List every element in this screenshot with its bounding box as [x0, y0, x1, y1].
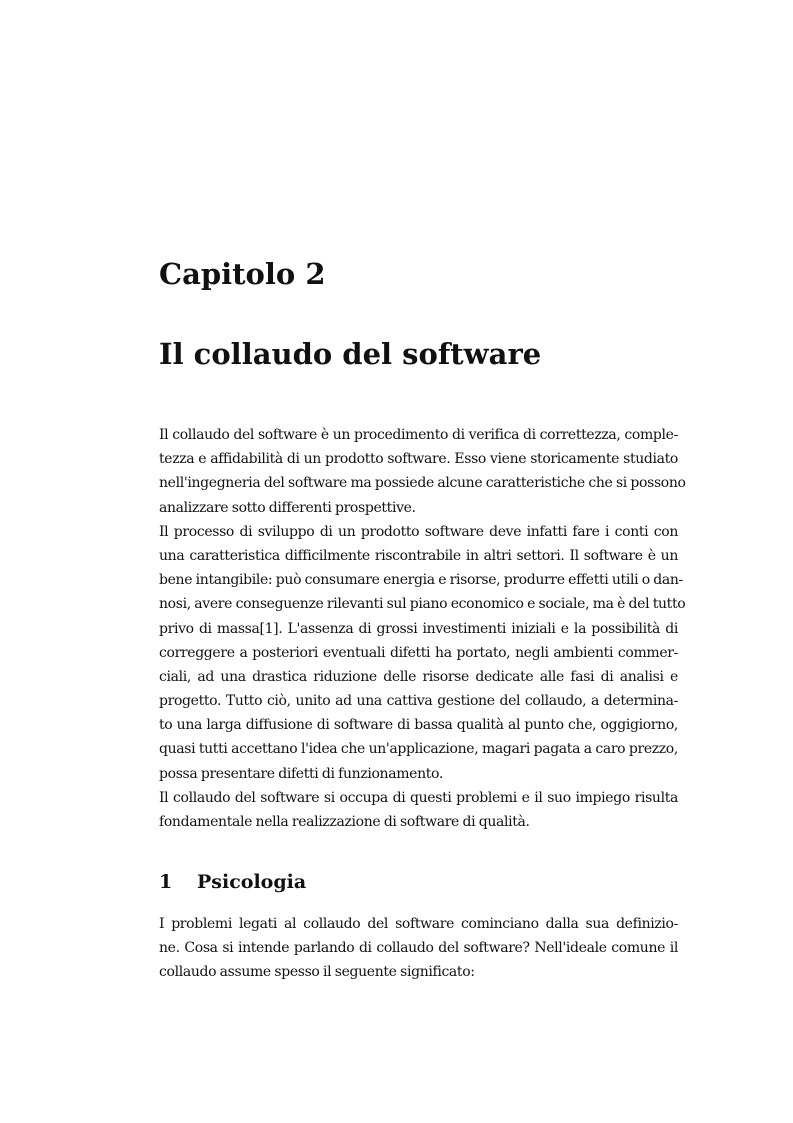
- intro-paragraphs: [159, 423, 686, 834]
- text-line: bene intangibile: può consumare energia e risorse, produrre effetti utili o dan-: [159, 572, 683, 589]
- text-line: to una larga diffusione di software di bassa qualità al punto che, oggigiorno,: [159, 717, 678, 734]
- chapter-title: Il collaudo del software: [159, 337, 542, 371]
- text-line: analizzare sotto differenti prospettive.: [159, 499, 416, 516]
- text-line: I problemi legati al collaudo del software cominciano dalla sua definizio-: [159, 916, 678, 932]
- text-line: nosi, avere conseguenze rilevanti sul piano economico e sociale, ma è del tutto: [159, 596, 686, 613]
- text-line: correggere a posteriori eventuali difetti ha portato, negli ambienti commer-: [159, 644, 678, 661]
- section-title: Psicologia: [197, 871, 307, 893]
- section-paragraph: [159, 912, 678, 985]
- text-line: Il processo di sviluppo di un prodotto software deve infatti fare i conti con: [159, 523, 678, 540]
- section-heading: [159, 867, 306, 897]
- text-line: ne. Cosa si intende parlando di collaudo del software? Nell'ideale comune il: [159, 940, 678, 957]
- text-line: privo di massa[1]. L'assenza di grossi investimenti iniziali e la possibilità di: [159, 620, 678, 637]
- text-line: ciali, ad una drastica riduzione delle risorse dedicate alle fasi di analisi e: [159, 668, 678, 685]
- text-line: una caratteristica difficilmente riscontrabile in altri settori. Il software è un: [159, 547, 678, 564]
- text-line: collaudo assume spesso il seguente significato:: [159, 964, 475, 981]
- text-line: quasi tutti accettano l'idea che un'applicazione, magari pagata a caro prezzo,: [159, 741, 678, 758]
- chapter-label: Capitolo 2: [159, 257, 326, 291]
- section-number: 1: [159, 871, 173, 893]
- text-line: tezza e affidabilità di un prodotto software. Esso viene storicamente studiato: [159, 451, 678, 468]
- text-line: nell'ingegneria del software ma possiede alcune caratteristiche che si possono: [159, 475, 686, 492]
- text-line: possa presentare difetti di funzionamento.: [159, 765, 443, 782]
- text-line: fondamentale nella realizzazione di software di qualità.: [159, 814, 530, 830]
- text-line: Il collaudo del software è un procedimento di verifica di correttezza, comple-: [159, 427, 678, 443]
- text-line: Il collaudo del software si occupa di questi problemi e il suo impiego risulta: [159, 789, 678, 806]
- text-line: progetto. Tutto ciò, unito ad una cattiva gestione del collaudo, a determina-: [159, 693, 678, 710]
